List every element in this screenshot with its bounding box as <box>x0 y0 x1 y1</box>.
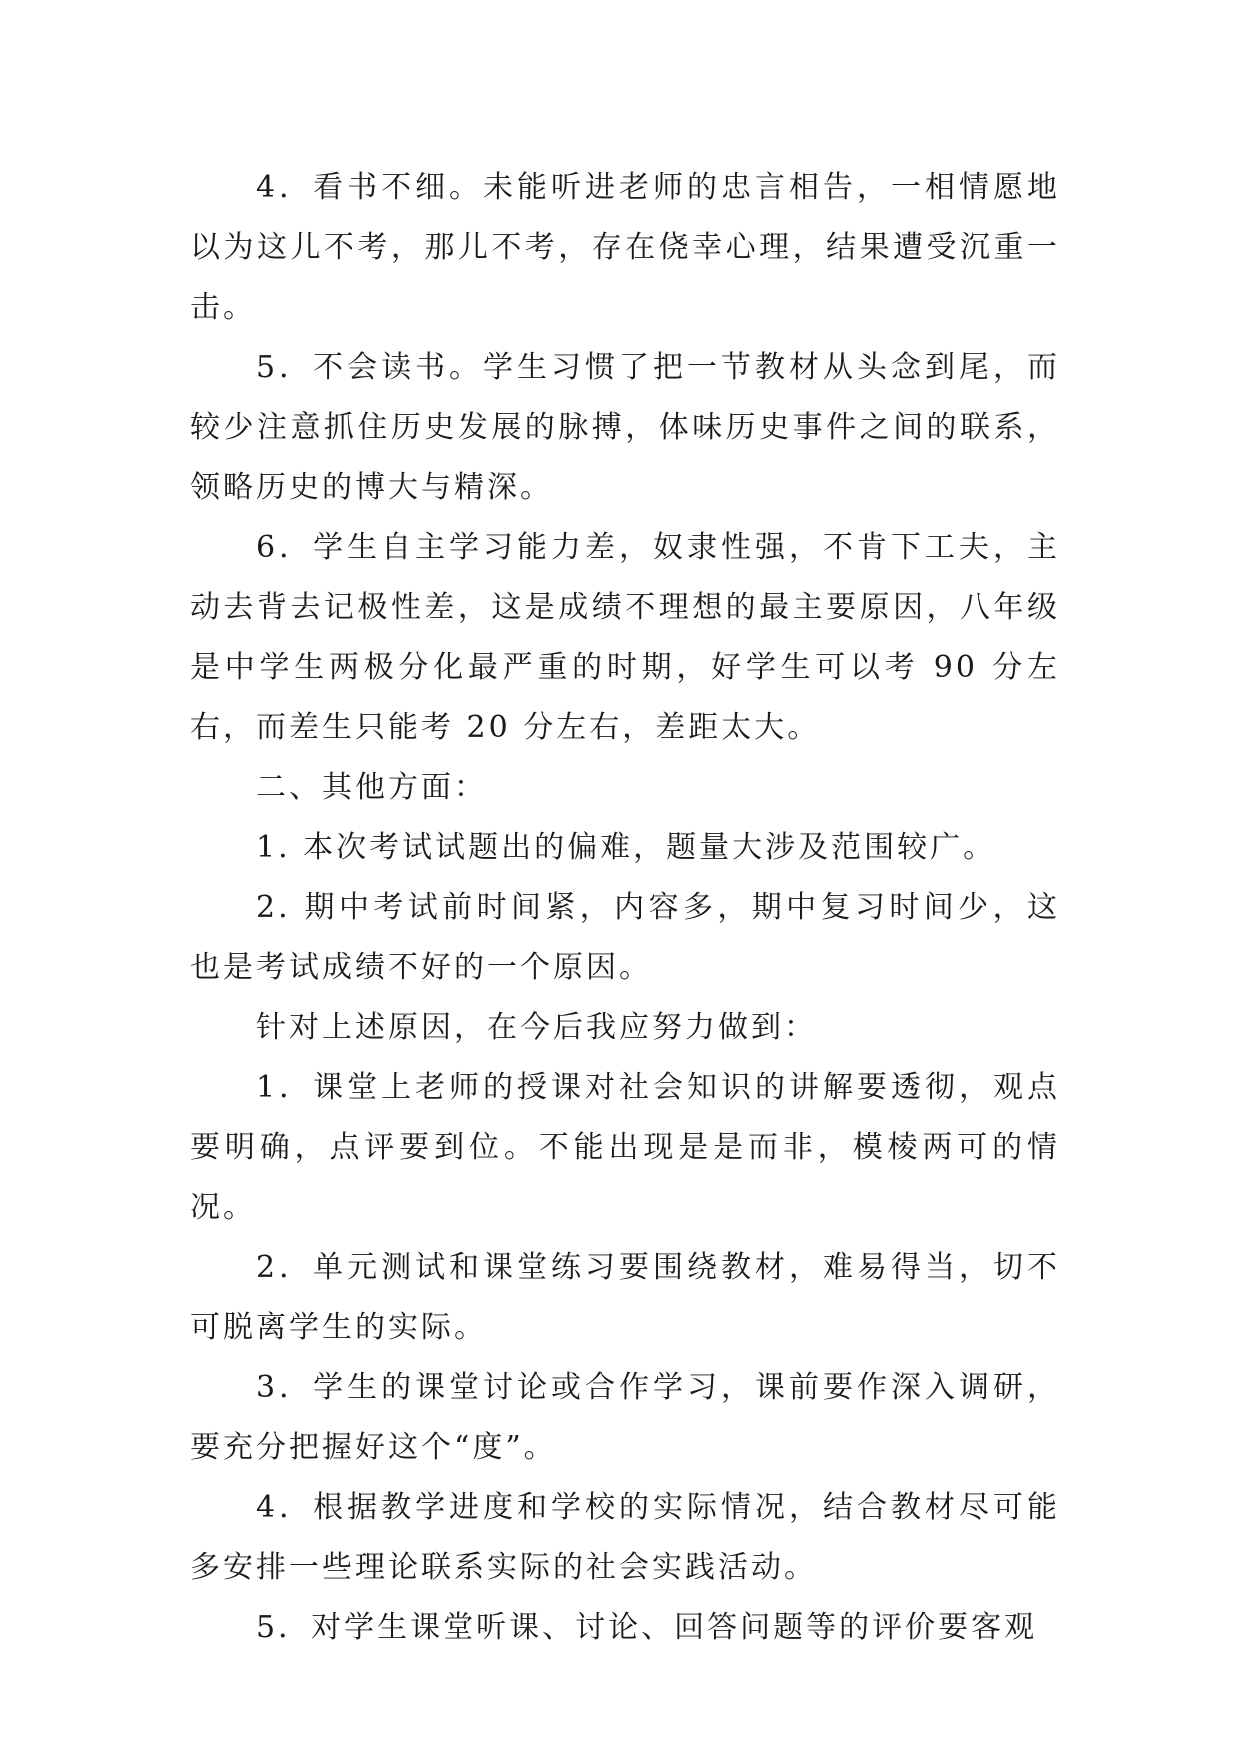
paragraph-other-1-difficult-exam: 1. 本次考试试题出的偏难，题量大涉及范围较广。 <box>256 830 997 865</box>
section-heading-other-aspects: 二、其他方面： <box>256 770 487 805</box>
paragraph-other-2-limited-review-time: 2. 期中考试前时间紧，内容多，期中复习时间少，这也是考试成绩不好的一个原因。 <box>190 890 1060 985</box>
paragraph-improvement-2-unit-tests: 2．单元测试和课堂练习要围绕教材，难易得当，切不可脱离学生的实际。 <box>190 1250 1060 1345</box>
document-body <box>190 158 1060 1658</box>
paragraph-improvement-3-group-discussion: 3．学生的课堂讨论或合作学习，课前要作深入调研，要充分把握好这个“度”。 <box>190 1370 1060 1465</box>
paragraph-improvement-1-clear-teaching: 1．课堂上老师的授课对社会知识的讲解要透彻，观点要明确，点评要到位。不能出现是是而非，模棱两可的情况。 <box>190 1070 1060 1225</box>
paragraph-item-4-careless-reading: 4．看书不细。未能听进老师的忠言相告，一相情愿地以为这儿不考，那儿不考，存在侥幸心理，结果遭受沉重一击。 <box>190 170 1060 325</box>
paragraph-improvement-4-practice-activities: 4．根据教学进度和学校的实际情况，结合教材尽可能多安排一些理论联系实际的社会实践活动。 <box>190 1490 1060 1585</box>
paragraph-item-6-weak-self-study: 6．学生自主学习能力差，奴隶性强，不肯下工夫，主动去背去记极性差，这是成绩不理想的最主要原因，八年级是中学生两极分化最严重的时期，好学生可以考 90 分左右，而差生只能考 20 分左右，差距太大。 <box>190 530 1060 745</box>
paragraph-improvement-5-objective-evaluation: 5．对学生课堂听课、讨论、回答问题等的评价要客观 <box>256 1610 1038 1645</box>
paragraph-item-5-poor-reading-method: 5．不会读书。学生习惯了把一节教材从头念到尾，而较少注意抓住历史发展的脉搏，体味历史事件之间的联系，领略历史的博大与精深。 <box>190 350 1060 505</box>
paragraph-improvement-intro: 针对上述原因，在今后我应努力做到： <box>256 1010 817 1045</box>
